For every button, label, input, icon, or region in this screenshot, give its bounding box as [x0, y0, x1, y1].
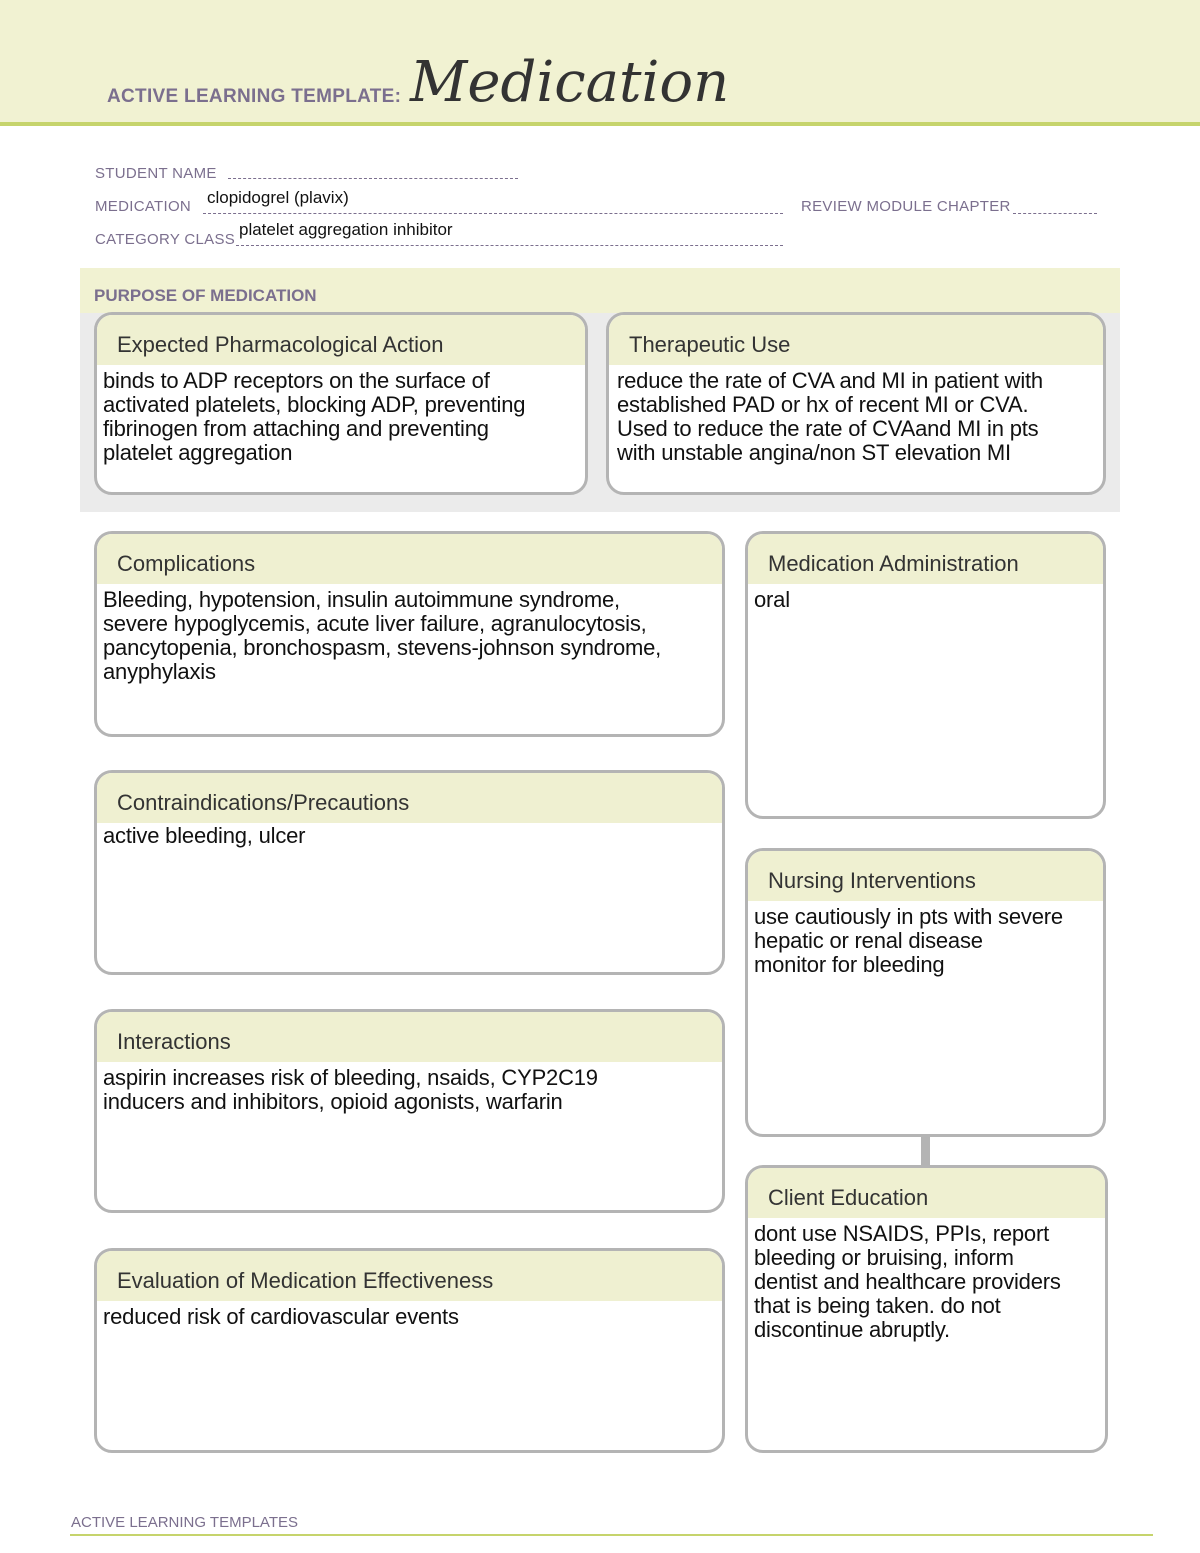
- connector: [921, 1134, 930, 1168]
- contraindications-box[interactable]: [94, 770, 725, 975]
- therapeutic-use-box[interactable]: [606, 312, 1106, 495]
- box-content: Bleeding, hypotension, insulin autoimmune syndrome, severe hypoglycemis, acute liver failure, agranulocytosis, pancytopenia, bronchospasm, stevens-johnson syndrome, anyphylaxis: [103, 587, 662, 684]
- box-heading: Contraindications/Precautions: [97, 773, 722, 823]
- box-content: oral: [754, 587, 790, 612]
- template-label: ACTIVE LEARNING TEMPLATE:: [107, 86, 402, 107]
- box-heading: Therapeutic Use: [609, 315, 1103, 365]
- medication-value: clopidogrel (plavix): [207, 188, 349, 207]
- category-value: platelet aggregation inhibitor: [239, 220, 453, 239]
- box-heading: Medication Administration: [748, 534, 1103, 584]
- review-module-label: REVIEW MODULE CHAPTER: [801, 198, 1011, 215]
- box-content: reduced risk of cardiovascular events: [103, 1304, 459, 1329]
- box-content: binds to ADP receptors on the surface of activated platelets, blocking ADP, preventing fibrinogen from attaching and preventing platelet aggregation: [103, 368, 526, 465]
- box-content: aspirin increases risk of bleeding, nsaids, CYP2C19 inducers and inhibitors, opioid agonists, warfarin: [103, 1065, 598, 1114]
- administration-box[interactable]: [745, 531, 1106, 819]
- header-rule: [0, 122, 1200, 126]
- category-label: CATEGORY CLASS: [95, 231, 236, 248]
- box-heading: Expected Pharmacological Action: [97, 315, 585, 365]
- box-content: active bleeding, ulcer: [103, 823, 306, 848]
- category-field[interactable]: [236, 245, 783, 246]
- expected-action-box[interactable]: [94, 312, 588, 495]
- box-content: reduce the rate of CVA and MI in patient with established PAD or hx of recent MI or CVA. Used to reduce the rate of CVAand MI in pts with unstable angina/non ST elevation MI: [617, 368, 1043, 465]
- box-heading: Complications: [97, 534, 722, 584]
- box-heading: Evaluation of Medication Effectiveness: [97, 1251, 722, 1301]
- page-title: Medication: [410, 50, 730, 115]
- medication-label: MEDICATION: [95, 198, 192, 215]
- box-content: use cautiously in pts with severe hepatic or renal disease monitor for bleeding: [754, 904, 1063, 977]
- box-heading: Interactions: [97, 1012, 722, 1062]
- interactions-box[interactable]: [94, 1009, 725, 1213]
- footer-text: ACTIVE LEARNING TEMPLATES: [71, 1514, 298, 1531]
- box-content: dont use NSAIDS, PPIs, report bleeding or bruising, inform dentist and healthcare providers that is being taken. do not discontinue abruptly.: [754, 1221, 1061, 1342]
- evaluation-box[interactable]: [94, 1248, 725, 1453]
- student-name-field[interactable]: [228, 178, 518, 179]
- box-heading: Client Education: [748, 1168, 1105, 1218]
- box-heading: Nursing Interventions: [748, 851, 1103, 901]
- complications-box[interactable]: [94, 531, 725, 737]
- purpose-title: PURPOSE OF MEDICATION: [94, 286, 317, 305]
- footer-rule: [70, 1534, 1153, 1536]
- student-name-label: STUDENT NAME: [95, 165, 217, 182]
- medication-field[interactable]: [203, 213, 783, 214]
- client-education-box[interactable]: [745, 1165, 1108, 1453]
- nursing-interventions-box[interactable]: [745, 848, 1106, 1137]
- review-module-field[interactable]: [1013, 213, 1097, 214]
